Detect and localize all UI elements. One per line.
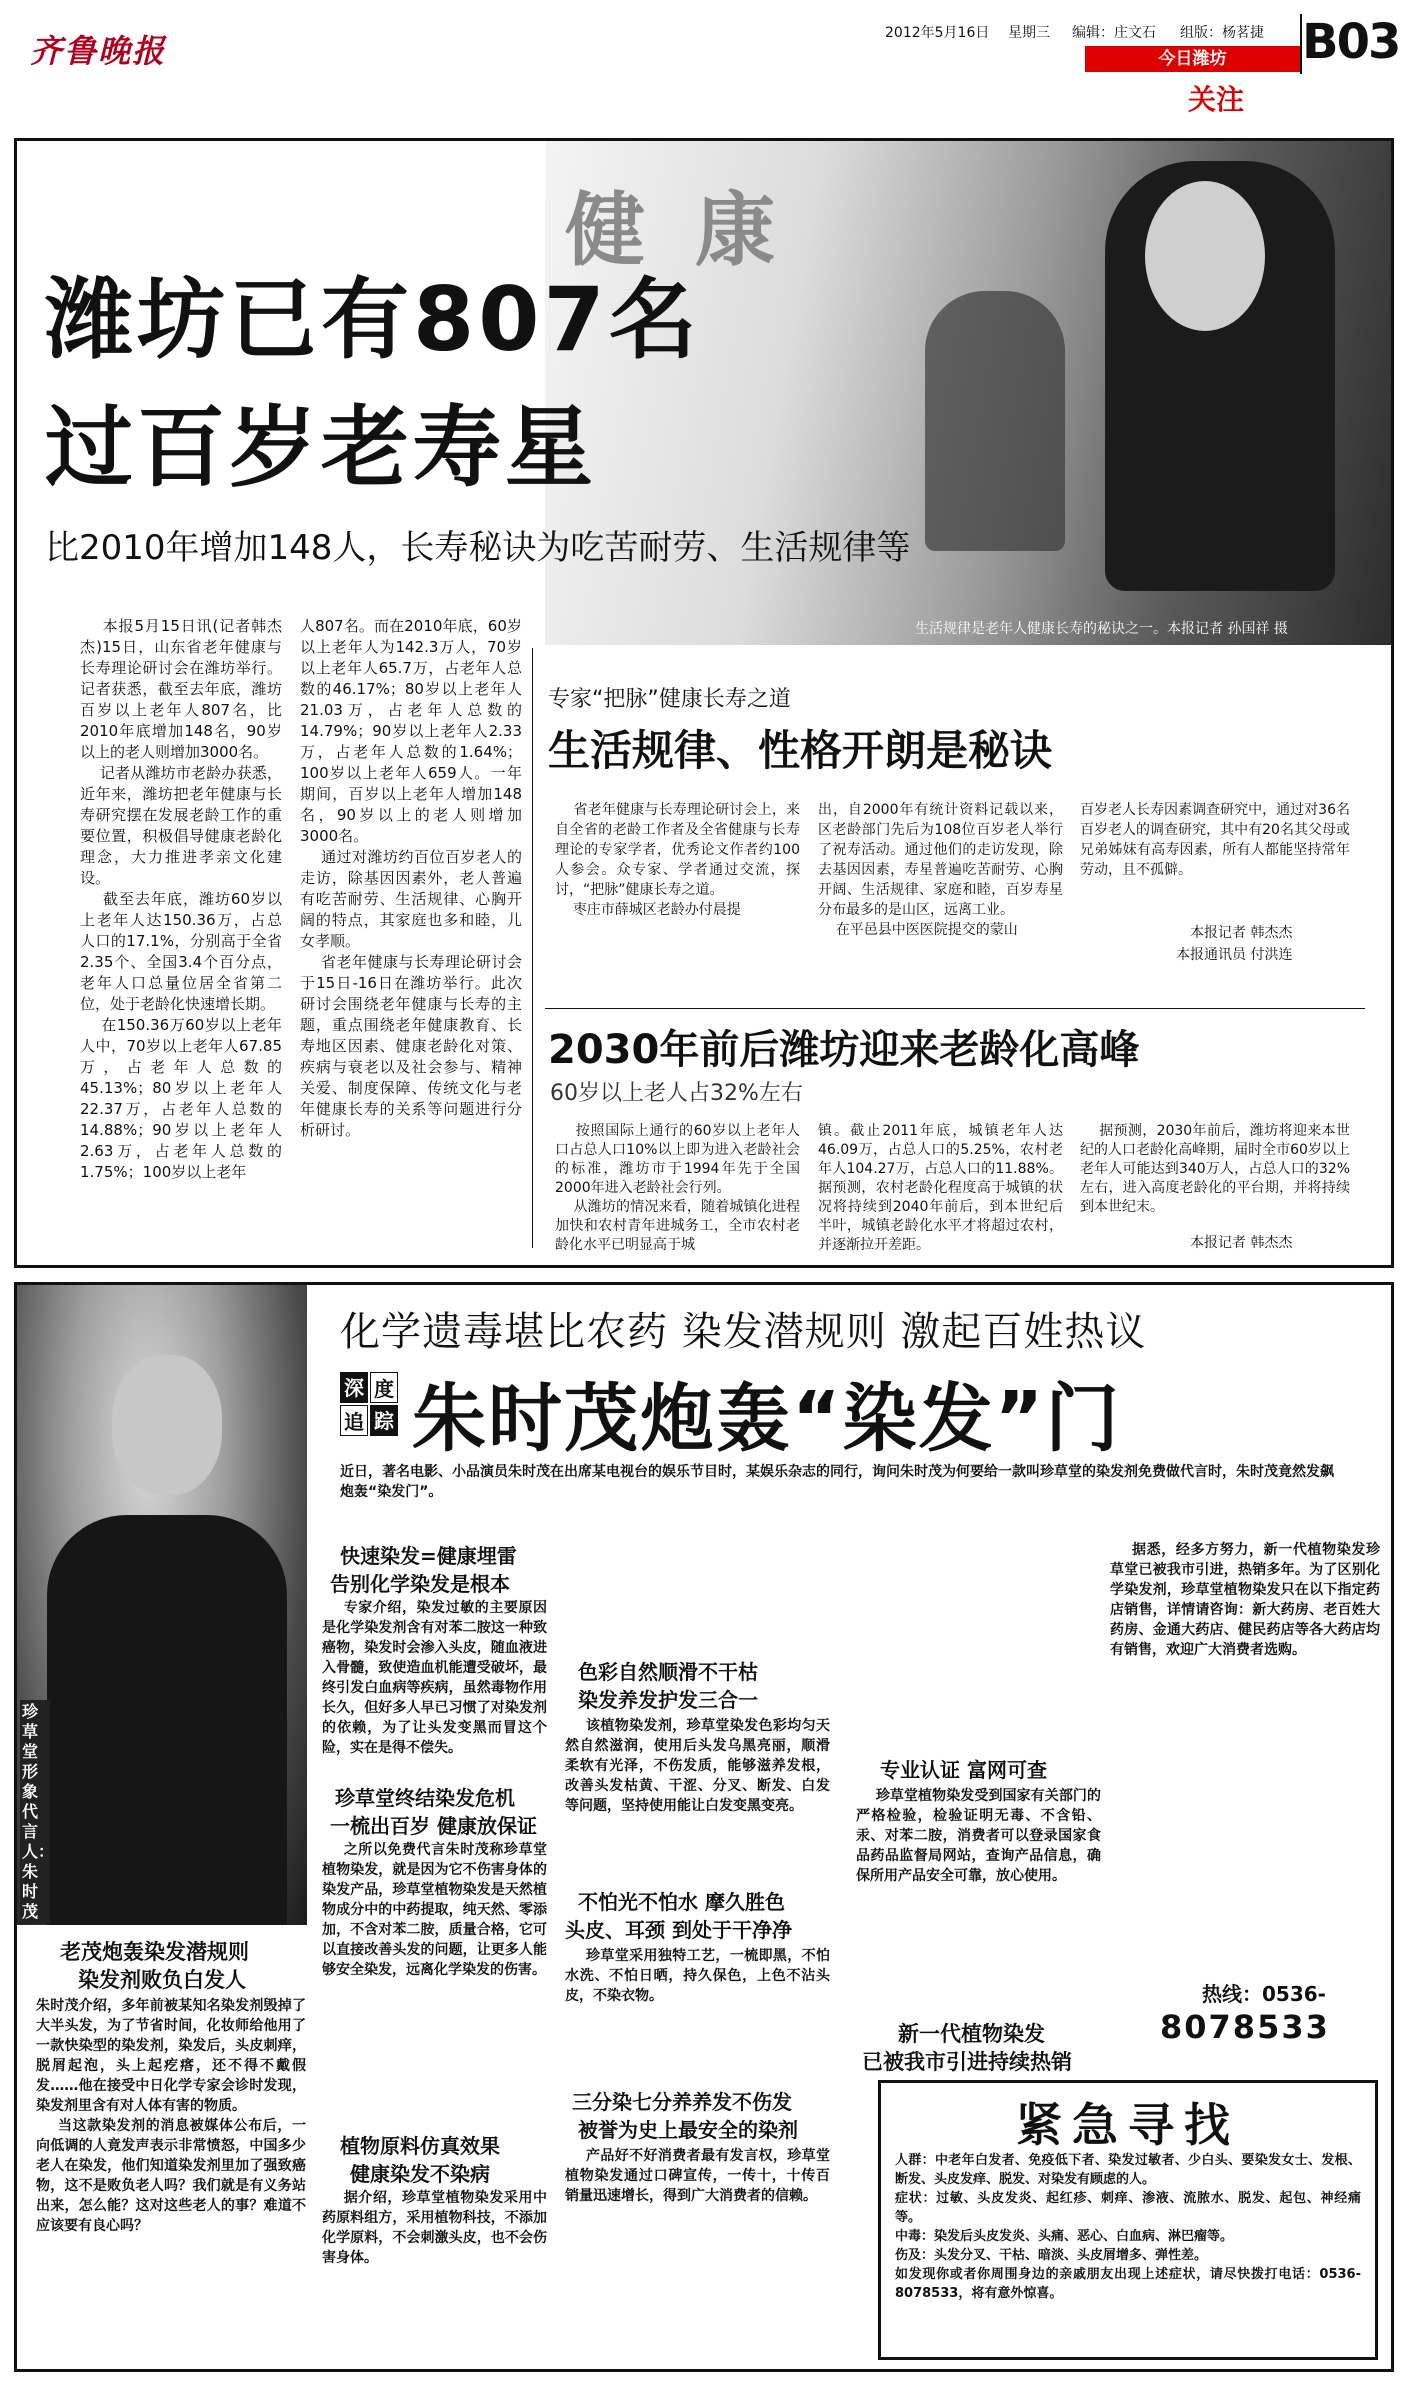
photo-watermark: 健康 xyxy=(565,184,825,277)
portrait-suit xyxy=(47,1515,287,1925)
aging-body-col2: 镇。截止2011年底，城镇老年人达46.09万，占总人口的5.25%，农村老年人104.27万，占总人口的11.88%。据预测，农村老龄化程度高于城镇的状况将持续到2040年前后，到本世纪后半叶，城镇老龄化水平才将超过农村，并逐渐拉开差距。 xyxy=(818,1123,1063,1252)
badge-char-2: 度 xyxy=(370,1372,398,1403)
ad-r-body-1: 珍草堂植物染发受到国家有关部门的严格检验，检验证明无毒、不含铅、汞、对苯二胺，消费者可以登录国家食品药品监督局网站，查询产品信息，确保所用产品安全可靠，放心使用。 xyxy=(856,1788,1101,1884)
hotline-label: 热线：0536- xyxy=(1202,1982,1326,2006)
ad-intro: 近日，著名电影、小品演员朱时茂在出席某电视台的娱乐节目时，某娱乐杂志的同行，询问朱时茂为何要给一款叫珍草堂的染发剂免费做代言时，朱时茂竟然发飙炮轰“染发门”。 xyxy=(340,1464,1334,1500)
ad-c-body-3: 产品好不好消费者最有发言权，珍草堂植物染发通过口碑宣传，一传十，十传百销量迅速增长，得到广大消费者的信赖。 xyxy=(565,2148,830,2204)
ad-c-head-2: 染发养发护发三合一 xyxy=(578,1688,758,1712)
ad-left-head-2: 染发剂败负白发人 xyxy=(78,1968,246,1992)
top-body-col2: 人807名。而在2010年底，60岁以上老年人为142.3万人，70岁以上老年人65.7万，占老年人总数的46.17%；80岁以上老年人21.03万，占老年人总数的14.79%；90岁以上老年人2.33万，占老年人总数的1.64%；100岁以上老年人659人。一年期间，百岁以上老年人增加148名，90岁以上的老人则增加3000名。 通过对潍坊约百位百岁老人的走访，除基因因素外，老人普遍有吃苦耐劳、生活规律、心胸开阔的特点，其家庭也多和睦，儿女孝顺。 省老年健康与长寿理论研讨会于15日-16日在潍坊举行。此次研讨会围绕老年健康与长寿的主题，重点围绕老年健康教育、长寿地区因素、健康老龄化对策、疾病与衰老以及社会参与、精神关爱、制度保障、传统文化与老年健康长寿的关系等问题进行分析研讨。 xyxy=(300,617,522,1139)
top-headline-1: 潍坊已有807名 xyxy=(45,268,701,371)
ad-mid-head-2: 告别化学染发是根本 xyxy=(330,1572,510,1596)
aging-body-col1: 按照国际上通行的60岁以上老年人口占总人口10%以上即为进入老龄社会的标准，潍坊市于1994年先于全国2000年进入老龄社会行列。 从潍坊的情况来看，随着城镇化进程加快和农村青年进城务工，全市农村老龄化水平已明显高于城 xyxy=(555,1123,800,1252)
ad-mid-head-1: 快速染发=健康埋雷 xyxy=(340,1544,517,1568)
subsection-label: 关注 xyxy=(1188,83,1245,116)
expert-aging-rule xyxy=(545,1008,1365,1009)
top-col-divider xyxy=(532,648,533,1248)
ad-c-body-1: 该植物染发剂，珍草堂染发色彩均匀天然自然滋润，使用后头发乌黑亮丽，顺滑柔软有光泽，不伤发质，能够滋养发根，改善头发枯黄、干涩、分叉、断发、白发等问题，坚持使用能让白发变黑变亮。 xyxy=(565,1718,830,1814)
top-body-col1: 本报5月15日讯(记者韩杰杰)15日，山东省老年健康与长寿理论研讨会在潍坊举行。记者获悉，截至去年底，潍坊百岁以上老年人807名，比2010年底增加148名，90岁以上的老人则增加3000名。 记者从潍坊市老龄办获悉，近年来，潍坊把老年健康与长寿研究摆在发展老龄工作的重要位置，积极倡导健康老龄化理念，大力推进孝亲文化建设。 截至去年底，潍坊60岁以上老年人达150.36万，占总人口的17.1%，分别高于全省2.35个、全国3.4个百分点，老年人口总量位居全省第二位，处于老龄化快速增长期。 在150.36万60岁以上老年人中，70岁以上老年人67.85万，占老年人总数的45.13%；80岁以上老年人22.37万，占老年人总数的14.88%；90岁以上老年人2.63万，占老年人总数的1.75%；100岁以上老年 xyxy=(80,617,282,1181)
ad-mid-head-5: 植物原料仿真效果 xyxy=(340,2134,500,2158)
ad-c-head-1: 色彩自然顺滑不干枯 xyxy=(578,1660,758,1684)
expert-byline-1: 本报记者 韩杰杰 xyxy=(1190,925,1293,941)
ad-mid-body-1: 专家介绍，染发过敏的主要原因是化学染发剂含有对苯二胺这一种致癌物，染发时会渗入头皮，随血液进入骨髓，致使造血机能遭受破坏，最终引发白血病等疾病，虽然毒物作用长久，但好多人早已习惯了对染发剂的依赖，为了让头发变黑而冒这个险，实在是得不偿失。 xyxy=(322,1600,547,1756)
ad-left-head-1: 老茂炮轰染发潜规则 xyxy=(60,1940,249,1964)
ad-c-head-5: 三分染七分养养发不伤发 xyxy=(572,2090,792,2114)
hotline-number: 8078533 xyxy=(1160,2008,1330,2046)
expert-body-col1: 省老年健康与长寿理论研讨会上，来自全省的老龄工作者及全省健康与长寿理论的专家学者，优秀论文作者约100人参会。众专家、学者通过交流，探讨，“把脉”健康长寿之道。 枣庄市薛城区老龄办付晨提 xyxy=(555,802,800,918)
urgent-title: 紧急寻找 xyxy=(1016,2098,1240,2152)
elderly-photo xyxy=(545,141,1391,645)
expert-kicker: 专家“把脉”健康长寿之道 xyxy=(548,687,791,712)
ad-badge xyxy=(340,1372,398,1434)
ad-mid-body-2: 之所以免费代言朱时茂称珍草堂植物染发，就是因为它不伤害身体的染发产品，珍草堂植物染发是天然植物成分中的中药提取，纯天然、零添加，不含对苯二胺，质量合格，它可以直接改善头发的问题，让更多人能够安全染发，远离化学染发的伤害。 xyxy=(322,1842,547,1978)
page-number: B03 xyxy=(1302,14,1400,70)
issue-weekday: 星期三 xyxy=(1008,25,1050,41)
urgent-body: 人群：中老年白发者、免疫低下者、染发过敏者、少白头、要染发女士、发根、断发、头皮发痒、脱发、对染发有顾虑的人。 症状：过敏、头皮发炎、起红疹、刺痒、渗液、流脓水、脱发、起包、神经痛等。 中毒：染发后头皮发炎、头痛、恶心、白血病、淋巴瘤等。 伤及：头发分叉、干枯、暗淡、头皮屑增多、弹性差。 如发现你或者你周围身边的亲戚朋友出现上述症状，请尽快拨打电话：0536-8078533，将有意外惊喜。 xyxy=(895,2153,1361,2301)
ad-r-head-2: 新一代植物染发 xyxy=(898,2022,1045,2046)
aging-byline: 本报记者 韩杰杰 xyxy=(1190,1235,1293,1251)
ad-c-body-2: 珍草堂采用独特工艺，一梳即黑，不怕水洗、不怕日晒，持久保色，上色不沾头皮，不染衣物。 xyxy=(565,1948,830,2004)
ad-mid-head-4: 一梳出百岁 健康放保证 xyxy=(330,1814,537,1838)
masthead-logo: 齐鲁晚报 xyxy=(30,32,167,70)
section-tab: 今日潍坊 xyxy=(1085,46,1300,72)
ad-mid-head-6: 健康染发不染病 xyxy=(350,2162,490,2186)
top-subhead: 比2010年增加148人，长寿秘诀为吃苦耐劳、生活规律等 xyxy=(45,528,911,568)
ad-c-head-3: 不怕光不怕水 摩久胜色 xyxy=(578,1890,785,1914)
badge-char-3: 追 xyxy=(340,1405,368,1436)
ad-r-head-1: 专业认证 富网可查 xyxy=(880,1758,1047,1782)
portrait-face xyxy=(112,1355,222,1495)
expert-byline-2: 本报通讯员 付洪连 xyxy=(1176,947,1293,963)
ad-left-body: 朱时茂介绍，多年前被某知名染发剂毁掉了大半头发，为了节省时间，化妆师给他用了一款快染型的染发剂，染发后，头皮刺痒，脱屑起泡，头上起疙瘩，还不得不戴假发……他在接受中日化学专家会诊时发现，染发剂里含有对人体有害的物质。 当这款染发剂的消息被媒体公布后，一向低调的人竟发声表示非常愤怒，中国多少老人在染发，他们知道染发剂里加了强致癌物，这不是败负老人吗？我们就是有义务站出来，怎么能？这对这些老人的事？难道不应该要有良心吗？ xyxy=(36,1998,306,2234)
header-rule xyxy=(1300,14,1302,74)
portrait-caption: 珍草堂形象代言人：朱时茂 xyxy=(20,1700,50,1924)
expert-body-col3: 百岁老人长寿因素调查研究中，通过对36名百岁老人的调查研究，其中有20名其父母或兄弟姊妹有高寿因素，所有人都能坚持常年劳动，且不孤僻。 xyxy=(1080,802,1350,878)
spokesman-portrait xyxy=(17,1285,307,1925)
photo-caption: 生活规律是老年人健康长寿的秘诀之一。本报记者 孙国祥 摄 xyxy=(915,621,1288,637)
editor-credit: 编辑：庄文石 xyxy=(1072,25,1156,41)
badge-char-1: 深 xyxy=(340,1372,368,1403)
issue-date: 2012年5月16日 xyxy=(885,25,990,41)
ad-mid-head-3: 珍草堂终结染发危机 xyxy=(335,1786,515,1810)
expert-body-col2: 出，自2000年有统计资料记载以来，区老龄部门先后为108位百岁老人举行了祝寿活动。通过他们的走访发现，除去基因因素，寿星普遍吃苦耐劳、心胸开阔、生活规律、家庭和睦，百岁寿星分布最多的是山区，远离工业。 在平邑县中医医院提交的蒙山 xyxy=(818,802,1063,938)
ad-headline: 朱时茂炮轰“染发”门 xyxy=(412,1376,1122,1462)
top-headline-2: 过百岁老寿星 xyxy=(45,396,598,499)
aging-body-col3: 据预测，2030年前后，潍坊将迎来本世纪的人口老龄化高峰期，届时全市60岁以上老年人可能达到340万人，占总人口的32%左右，进入高度老龄化的平台期，并将持续到本世纪末。 xyxy=(1080,1123,1350,1215)
ad-r-body-2: 据悉，经多方努力，新一代植物染发珍草堂已被我市引进，热销多年。为了区别化学染发剂，珍草堂植物染发只在以下指定药店销售，详情请咨询：新大药房、老百姓大药房、金通大药店、健民药店等各大药店均有销售，欢迎广大消费者选购。 xyxy=(1110,1542,1380,1658)
elderly-face xyxy=(1145,181,1265,331)
ad-c-head-4: 头皮、耳颈 到处于干净净 xyxy=(565,1918,792,1942)
aging-subhead: 60岁以上老人占32%左右 xyxy=(550,1081,803,1106)
badge-char-4: 踪 xyxy=(370,1405,398,1436)
ad-c-head-6: 被誉为史上最安全的染剂 xyxy=(578,2118,798,2142)
expert-headline: 生活规律、性格开朗是秘诀 xyxy=(548,726,1053,775)
elderly-figure-back xyxy=(925,291,1065,551)
ad-topline: 化学遗毒堪比农药 染发潜规则 激起百姓热议 xyxy=(340,1309,1147,1355)
urgent-notice-box xyxy=(878,2080,1378,2360)
layout-credit: 组版：杨茗捷 xyxy=(1180,25,1264,41)
ad-mid-body-3: 据介绍，珍草堂植物染发采用中药原料组方，采用植物科技，不添加化学原料，不会刺激头皮，也不会伤害身体。 xyxy=(322,2190,547,2266)
ad-r-head-3: 已被我市引进持续热销 xyxy=(862,2050,1072,2074)
aging-headline: 2030年前后潍坊迎来老龄化高峰 xyxy=(548,1027,1140,1073)
